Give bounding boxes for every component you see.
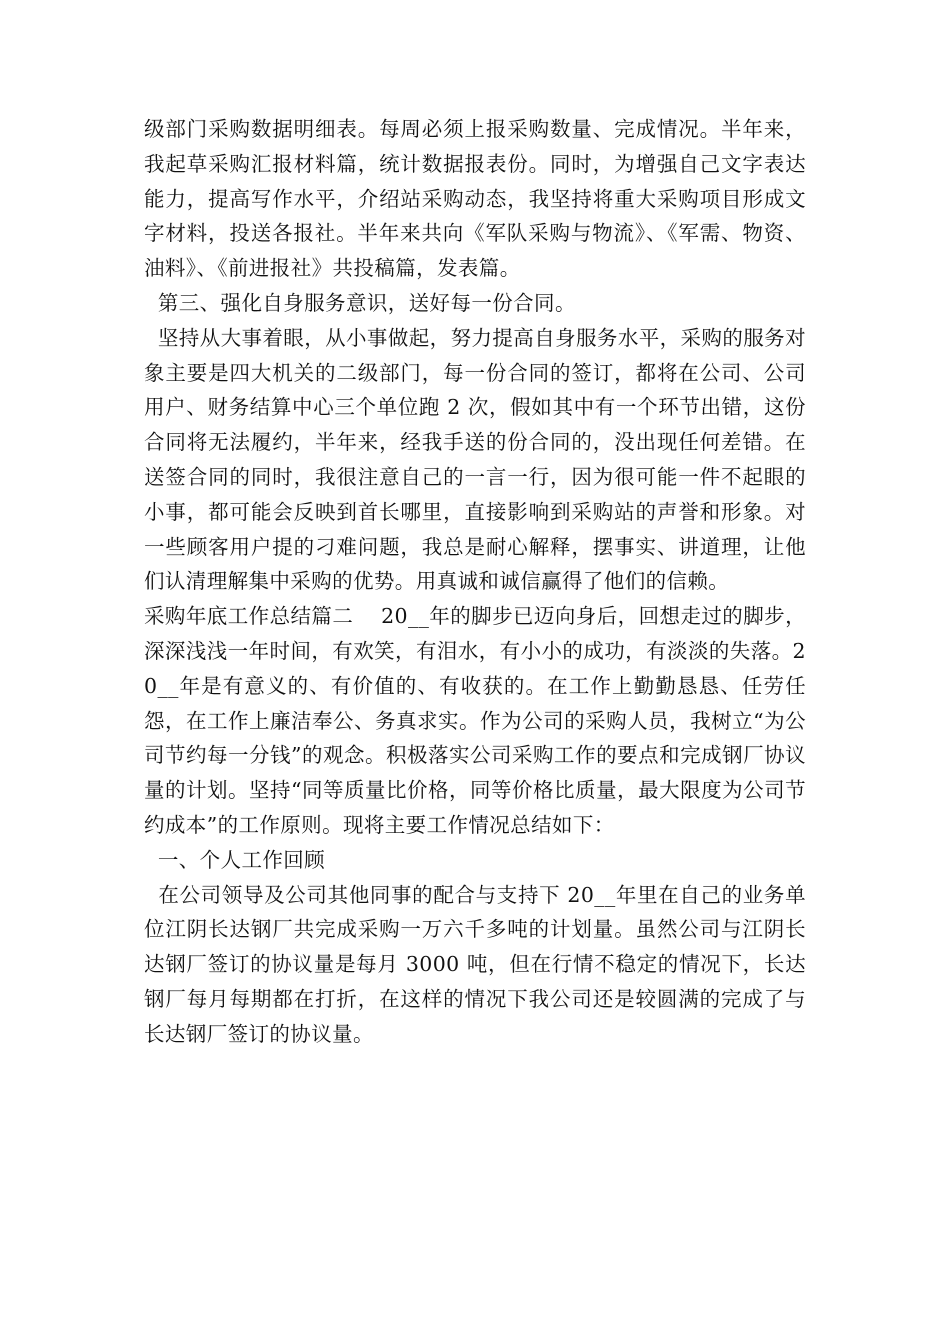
paragraph-heading-personal-review: 一、个人工作回顾 — [144, 847, 326, 872]
paragraph-heading-service-awareness: 第三、强化自身服务意识，送好每一份合同。 — [144, 290, 576, 315]
document-body — [144, 112, 806, 1052]
paragraph-summary-part-two: 采购年底工作总结篇二 20__年的脚步已迈向身后，回想走过的脚步，深深浅浅一年时间，有欢笑，有泪水，有小小的成功，有淡淡的失落。20__年是有意义的、有价值的、有收获的。在工作上勤勤恳恳、任劳任怨，在工作上廉洁奉公、务真求实。作为公司的采购人员，我树立“为公司节约每一分钱”的观念。积极落实公司采购工作的要点和完成钢厂协议量的计划。坚持“同等质量比价格，同等价格比质量，最大限度为公司节约成本”的工作原则。现将主要工作情况总结如下： — [144, 604, 806, 837]
paragraph-procurement-reports: 级部门采购数据明细表。每周必须上报采购数量、完成情况。半年来，我起草采购汇报材料篇，统计数据报表份。同时，为增强自己文字表达能力，提高写作水平，介绍站采购动态，我坚持将重大采购项目形成文字材料，投送各报社。半年来共向《军队采购与物流》、《军需、物资、油料》、《前进报社》共投稿篇，发表篇。 — [144, 117, 806, 281]
paragraph-service-contracts: 坚持从大事着眼，从小事做起，努力提高自身服务水平，采购的服务对象主要是四大机关的二级部门，每一份合同的签订，都将在公司、公司用户、财务结算中心三个单位跑 2 次，假如其中有一个环节出错，这份合同将无法履约，半年来，经我手送的份合同的，没出现任何差错。在送签合同的同时，我很注意自己的一言一行，因为很可能一件不起眼的小事，都可能会反映到首长哪里，直接影响到采购站的声誉和形象。对一些顾客用户提的刁难问题，我总是耐心解释，摆事实、讲道理，让他们认清理解集中采购的优势。用真诚和诚信赢得了他们的信赖。 — [144, 325, 806, 594]
paragraph-personal-review: 在公司领导及公司其他同事的配合与支持下 20__年里在自己的业务单位江阴长达钢厂共完成采购一万六千多吨的计划量。虽然公司与江阴长达钢厂签订的协议量是每月 3000 吨，但在行情不稳定的情况下，长达钢厂每月每期都在打折，在这样的情况下我公司还是较圆满的完成了与长达钢厂签订的协议量。 — [144, 882, 806, 1046]
